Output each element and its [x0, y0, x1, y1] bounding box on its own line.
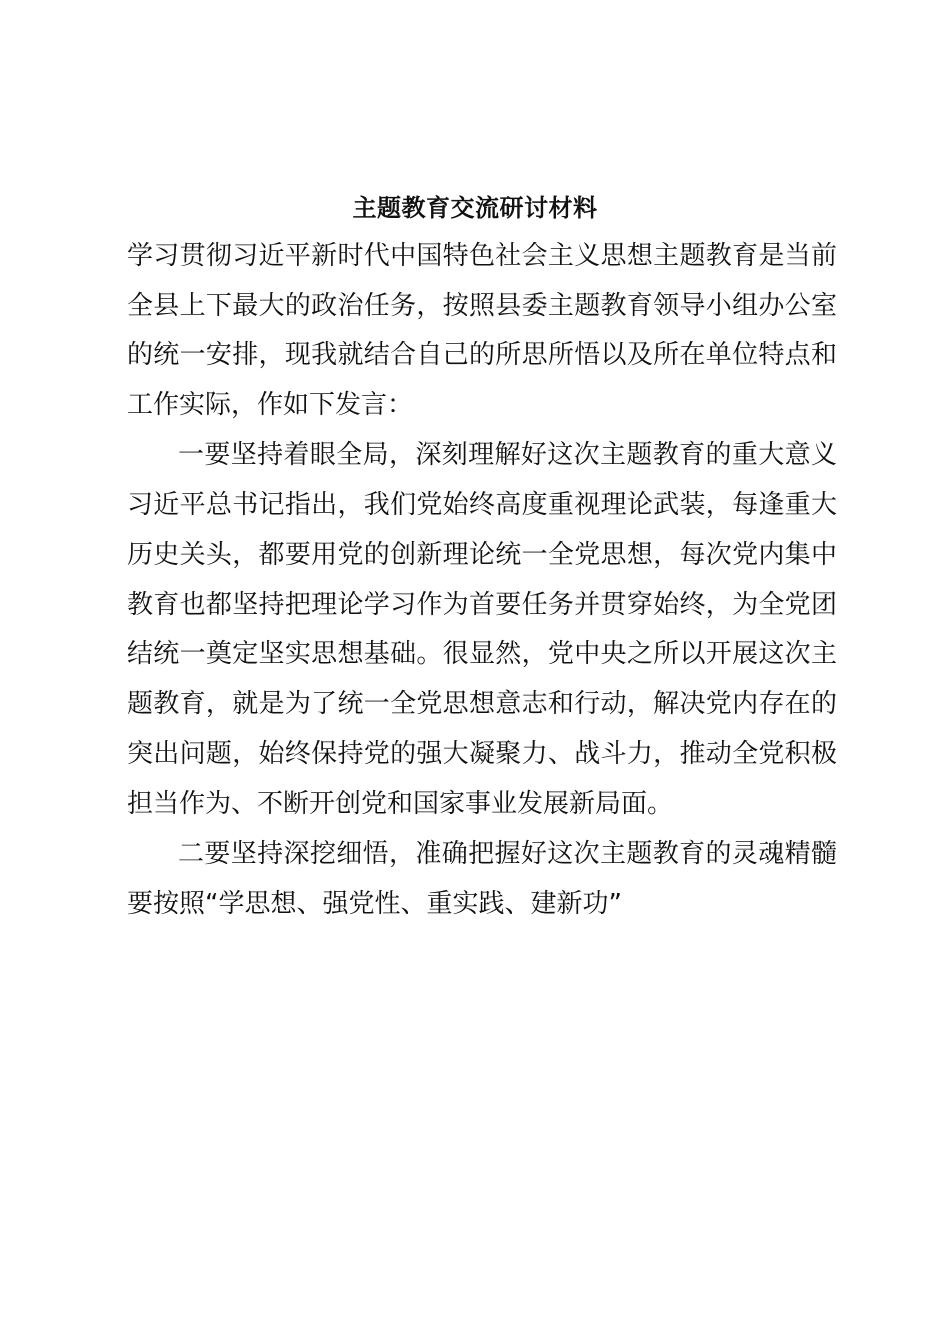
section2-line-2: 要按照“学思想、强党性、重实践、建新功”	[127, 889, 622, 919]
intro-line-2: 全县上下最大的政治任务，按照县委主题教育领导小组办公室	[127, 291, 837, 321]
section1-line-8: 担当作为、不断开创党和国家事业发展新局面。	[127, 789, 674, 819]
section1-line-4: 教育也都坚持把理论学习作为首要任务并贯穿始终，为全党团	[127, 590, 837, 620]
section1-line-5: 结统一奠定坚实思想基础。很显然，党中央之所以开展这次主	[127, 639, 837, 669]
section1-line-7: 突出问题，始终保持党的强大凝聚力、战斗力，推动全党积极	[127, 739, 837, 769]
section1-heading-line: 一要坚持着眼全局，深刻理解好这次主题教育的重大意义	[178, 440, 837, 470]
intro-line-3: 的统一安排，现我就结合自己的所思所悟以及所在单位特点和	[127, 340, 837, 370]
section1-line-2: 习近平总书记指出，我们党始终高度重视理论武装，每逢重大	[127, 490, 837, 520]
intro-line-4: 工作实际，作如下发言：	[127, 390, 414, 420]
section1-line-3: 历史关头，都要用党的创新理论统一全党思想，每次党内集中	[127, 540, 837, 570]
document-title: 主题教育交流研讨材料	[352, 194, 598, 222]
section2-heading-line: 二要坚持深挖细悟，准确把握好这次主题教育的灵魂精髓	[178, 839, 837, 869]
section1-line-6: 题教育，就是为了统一全党思想意志和行动，解决党内存在的	[127, 689, 837, 719]
intro-line-1: 学习贯彻习近平新时代中国特色社会主义思想主题教育是当前	[127, 241, 837, 271]
